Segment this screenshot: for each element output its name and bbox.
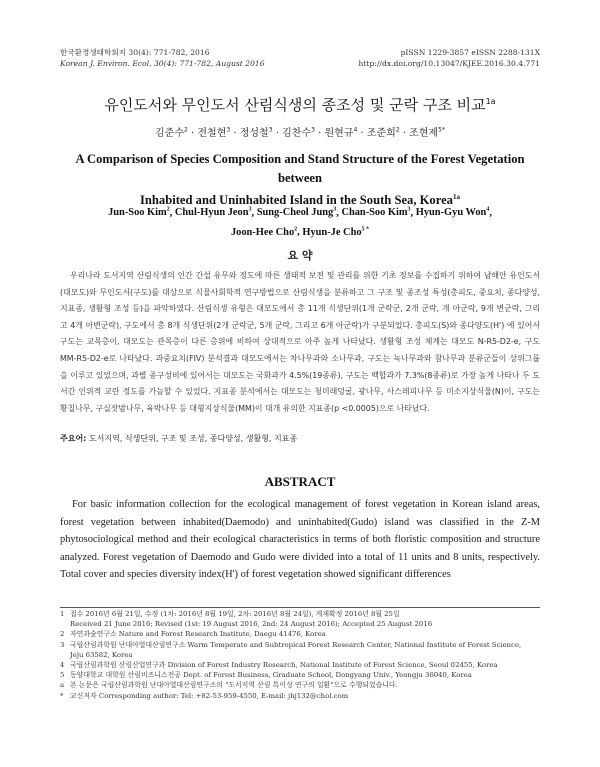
author-kr: 원현규$^4$ — [324, 126, 358, 139]
author-kr: 김찬수$^3$ — [282, 126, 315, 139]
abstract-english-heading: ABSTRACT — [264, 474, 336, 489]
author-en: Joon-Hee Cho$^2$ — [230, 226, 298, 238]
keywords-korean — [60, 433, 540, 444]
footnote-5: 5 동양대학교 대학원 산림비즈니스전공 Dept. of Forest Business, Graduate School, Dongyang Univ., Yeongju 36040, Korea — [60, 671, 472, 680]
journal-citation-kr: 한국환경생태학회지 30(4): 771-782, 2016 — [60, 48, 210, 57]
author-en: Hyun-Gyu Won$^4$ — [415, 207, 490, 219]
keywords-text: 도서지역, 식생단위, 구조 및 조성, 종다양성, 생활형, 지표종 — [88, 434, 298, 443]
footnotes — [60, 609, 540, 701]
authors-english-line2: Joon-Hee Cho$^2$, Hyun-Je Cho$^{5 *}$ — [230, 226, 370, 238]
title-korean-sup: 1a — [485, 97, 496, 106]
issn-line: pISSN 1229-3857 eISSN 2288-131X — [400, 48, 540, 57]
footnote-1-cont: Received 21 June 2016; Revised (1st: 19 August 2016, 2nd: 24 August 2016); Accepted 25 August 2016 — [70, 620, 433, 629]
authors-korean: 김준수$^2$ · 전철현$^3$ · 정성철$^3$ · 김찬수$^3$ · 원현규$^4$ · 조준희$^2$ · 조현제$^{5*}$ — [155, 126, 445, 139]
footnote-1: 1 접수 2016년 6월 21일, 수정 (1차: 2016년 8월 19일, 2차: 2016년 8월 24일), 게재확정 2016년 8월 25일 — [60, 610, 400, 618]
authors-english — [80, 202, 520, 241]
author-kr: 조현제$^{5*}$ — [409, 126, 445, 139]
abstract-korean-body: 우리나라 도서지역 산림식생의 인간 간섭 유무와 정도에 따른 생태적 보전 및 관리를 위한 기초 정보를 수집하기 위하여 남해안 유인도서(대모도)와 무인도서(구도)를 대상으로 식물사회학적 연구방법으로 산림식생을 분류하고 그 구조 및 종조성 특성(총피도, 중요치, 종다양성, 지표종, 생활형 조성 등)을 파악하였다. 산림식생 유형은 대모도에서 총 11개 식생단위(1개 군락군, 2개 군락, 개 아군락, 9개 변군락, 그리고 4개 아변군락), 구도에서 총 8개 식생단위(2개 군락군, 5개 군락, 그리고 6개 아군락)가 구분되었다. 총피도(S)와 종다양도(H') 에 있어서 구도는 교목층이, 대모도는 관목층이 다른 층위에 비하여 상대적으로 아주 높게 나타났다. 생활형 조성 체계는 대모도 N-R5-D2-e, 구도 MM-R5-D2-e로 나타났다. 과중요치(FIV) 분석결과 대모도에서는 차나무과와 소나무과, 구도는 녹나무과와 참나무과 분류군들이 상위그룹을 이루고 있었으며, 과별 종구성비에 있어서는 대모도는 국화과가 4.5%(19종류), 구도는 백합과가 7.3%(8종류)로 가장 높게 나타나 두 도서간 인위적 교란 정도를 가늠할 수 있었다. 지표종 분석에서는 대모도는 청미래덩굴, 광나무, 사스레피나무 등 미소지상식물(N)이, 구도는 황칠나무, 구실잣밤나무, 육박나무 등 대형지상식물(MM)이 대개 유의한 지표종(p <0.0005)으로 나타났다. — [60, 271, 540, 413]
journal-citation-en: Korean J. Environ. Ecol. 30(4): 771-782, August 2016 — [60, 59, 265, 68]
keywords-label: 주요어: — [60, 434, 87, 443]
footnote-4: 4 국립산림과학원 산림산업연구과 Division of Forest Industry Research, National Institute of Forest Science, Seoul 02455, Korea — [60, 661, 498, 670]
footnote-3-cont: Jeju 63582, Korea — [70, 650, 133, 659]
title-korean-text: 유인도서와 무인도서 산림식생의 종조성 및 군락 구조 비교 — [104, 96, 486, 114]
author-en: Chan-Soo Kim$^3$ — [341, 207, 411, 219]
author-en: Sung-Cheol Jung$^3$ — [256, 207, 337, 219]
author-kr: 조준희$^2$ — [366, 126, 400, 139]
title-english-sup: 1a — [452, 193, 460, 201]
title-korean — [0, 94, 600, 115]
footnote-3: 3 국립산림과학원 난대아열대산림연구소 Warm Temperate and Subtropical Forest Research Center, National Institute of Forest Science, — [60, 640, 522, 649]
journal-header-right — [358, 47, 540, 69]
journal-header-left — [60, 47, 265, 69]
footnote-divider — [60, 607, 540, 608]
authors-english-line1: Jun-Soo Kim$^2$, Chul-Hyun Jeon$^3$, Sung-Cheol Jung$^3$, Chan-Soo Kim$^3$, Hyun-Gyu Won$^4$, — [108, 207, 492, 219]
footnote-2: 2 자연과숲연구소 Nature and Forest Research Institute, Daegu 41476, Korea — [60, 630, 326, 639]
footnote-a: a 본 논문은 국립산림과학원 난대아열대산림연구소의 "도서지역 산림 특이성 연구의 일환"으로 수행되었습니다. — [60, 681, 398, 690]
author-kr: 정성철$^3$ — [239, 126, 273, 139]
title-english-line1: A Comparison of Species Composition and Stand Structure of the Forest Vegetation between — [75, 152, 525, 185]
footnote-corresponding: * 교신저자 Corresponding author: Tel: +82-53-959-4550, E-mail: jhj132@chol.com — [60, 691, 349, 700]
author-kr: 전철현$^3$ — [197, 126, 231, 139]
title-english-line2: Inhabited and Uninhabited Island in the South Sea, Korea — [140, 193, 453, 208]
author-kr: 김준수$^2$ — [155, 126, 188, 139]
author-en: Chul-Hyun Jeon$^3$ — [174, 207, 252, 219]
author-en: Hyun-Je Cho$^{5 *}$ — [302, 226, 370, 238]
abstract-english-body: For basic information collection for the ecological management of forest vegetation in Korean island areas, forest vegetation between inhabited(Daemodo) and uninhabited(Gudo) island was classified in the Z-M phytosociological method and their ecological characteristics in terms of both floristic composition and structure analyzed. Forest vegetation of Daemodo and Gudo were divided into a total of 11 units and 8 units, respectively. Total cover and species diversity index(H') of forest vegetation showed significant differences — [60, 499, 540, 581]
author-en: Jun-Soo Kim$^2$ — [108, 207, 170, 219]
doi-link[interactable]: http://dx.doi.org/10.13047/KJEE.2016.30.4.771 — [358, 59, 540, 68]
abstract-korean-heading: 요 약 — [287, 249, 313, 262]
